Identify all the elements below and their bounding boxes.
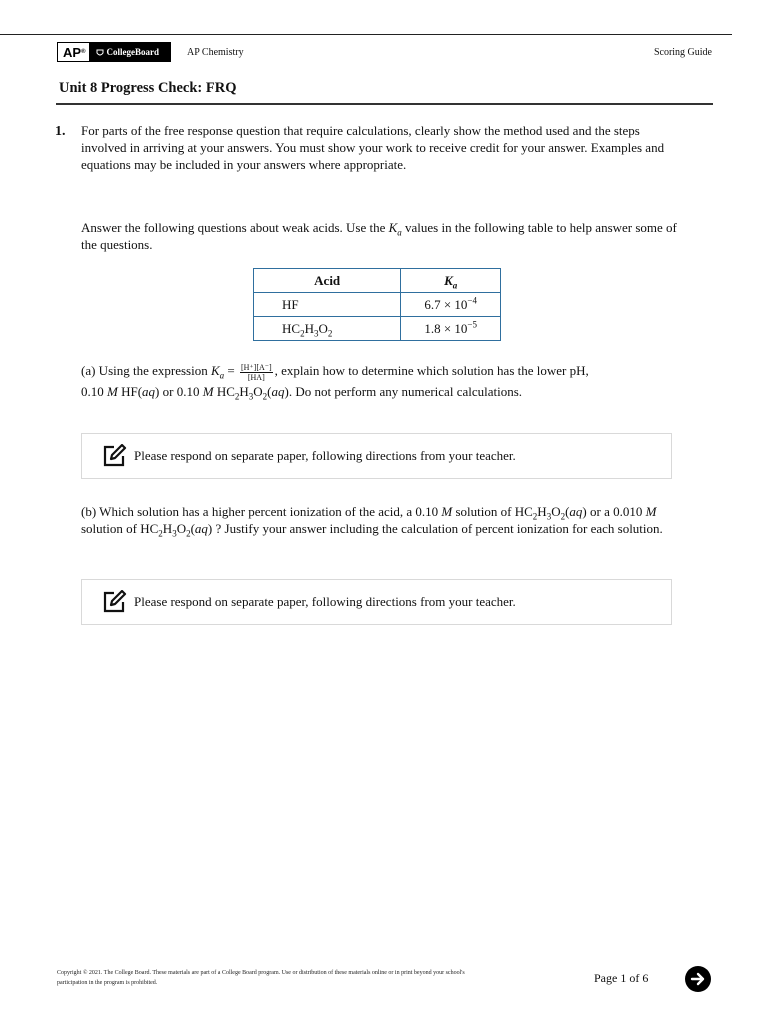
page-number: Page 1 of 6 [594, 971, 649, 985]
response-instruction: Please respond on separate paper, following directions from your teacher. [134, 594, 516, 609]
copyright-notice: Copyright © 2021. The College Board. These materials are part of a College Board program. Use or distribution of these materials online or in print beyond your school's participation in the program is prohibited. [57, 970, 465, 986]
response-box-b[interactable] [81, 579, 672, 625]
part-a-prompt: (a) Using the expression $K_a$ = $\frac{[H^+][A^-]}{[HA]}$ , explain how to determine which solution has the lower pH, 0.10 M HF(aq) or 0.10 M $HC_2H_3O_2(aq)$. Do not perform any numerical calculations. [81, 362, 589, 402]
top-rule [0, 34, 732, 35]
scoring-guide-label: Scoring Guide [653, 47, 712, 58]
collegeboard-logo-text: CollegeBoard [90, 47, 159, 57]
ap-logo-mark: AP ® [57, 42, 90, 62]
arrow-right-icon [690, 971, 706, 987]
ka-fraction: $\frac{[H^+][A^-]}{[HA]}$ [240, 362, 272, 382]
edit-pencil-icon [102, 590, 128, 614]
question-prompt: Answer the following questions about weak acids. Use the $K_a$ values in the following table to help answer some of the questions. [81, 220, 677, 252]
header-acid: Acid [254, 269, 401, 293]
course-name: AP Chemistry [187, 47, 244, 58]
next-page-button[interactable] [685, 966, 711, 992]
question-instructions: For parts of the free response question that require calculations, clearly show the method used and the steps involved in arriving at your answers. You must show your work to receive credit for your answer. Examples and equations may be included in your answers where appropriate. [81, 123, 665, 172]
table-header-row [254, 269, 501, 293]
page-title: Unit 8 Progress Check: FRQ [59, 80, 237, 96]
part-b-prompt: (b) Which solution has a higher percent ionization of the acid, a 0.10 M solution of $HC_2H_3O_2(aq)$ or a 0.010 M solution of $HC_2H_3O_2(aq)$ ? Justify your answer including the calculation of percent ionization for each solution. [81, 504, 663, 539]
header-ka: $K_a$ [401, 269, 501, 293]
title-rule [56, 103, 713, 105]
ka-table [253, 268, 501, 341]
ka-hf: $6.7 \times 10^{-4}$ [401, 293, 501, 317]
table-row [254, 317, 501, 341]
acid-hf: HF [254, 293, 401, 317]
acorn-icon [96, 48, 104, 57]
question-number: 1. [55, 124, 66, 139]
ap-collegeboard-logo [57, 42, 171, 62]
table-row [254, 293, 501, 317]
ka-acetic: $1.8 \times 10^{-5}$ [401, 317, 501, 341]
response-instruction: Please respond on separate paper, following directions from your teacher. [134, 448, 516, 463]
acid-acetic: $HC_2H_3O_2$ [254, 317, 401, 341]
response-box-a[interactable] [81, 433, 672, 479]
edit-pencil-icon [102, 444, 128, 468]
